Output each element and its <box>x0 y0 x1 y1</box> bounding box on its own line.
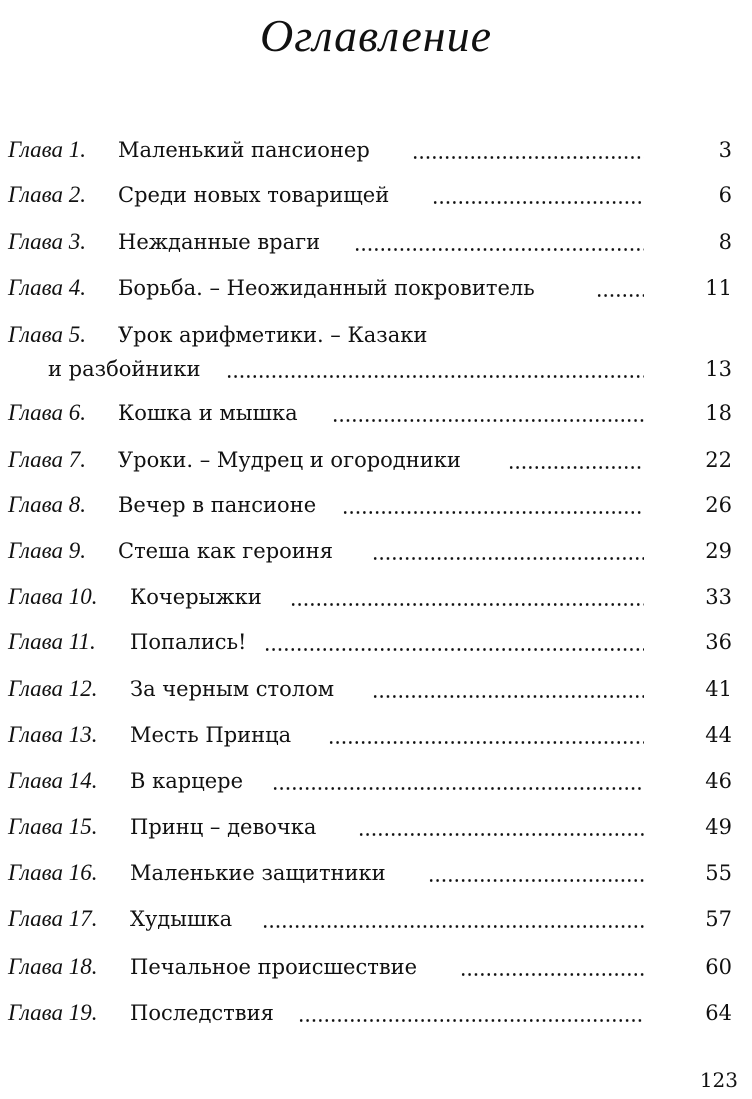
toc-entry-3[interactable] <box>0 225 752 259</box>
dot-leader <box>298 1019 644 1022</box>
chapter-title: Вечер в пансионе <box>118 493 317 517</box>
toc-entry-19[interactable] <box>0 996 752 1030</box>
page-number: 8 <box>718 230 732 254</box>
chapter-title: За черным столом <box>130 677 335 701</box>
dot-leader <box>428 879 644 882</box>
chapter-label: Глава 8. <box>8 492 86 517</box>
chapter-label: Глава 6. <box>8 400 86 425</box>
chapter-title: Принц – девочка <box>130 815 317 839</box>
toc-entry-15[interactable] <box>0 810 752 844</box>
page-number: 3 <box>718 138 732 162</box>
page-number: 49 <box>705 815 732 839</box>
dot-leader <box>358 833 644 836</box>
chapter-title: Кочерыжки <box>130 585 262 609</box>
chapter-label: Глава 19. <box>8 1000 98 1025</box>
chapter-label: Глава 1. <box>8 137 86 162</box>
chapter-label: Глава 11. <box>8 629 96 654</box>
chapter-title: Стеша как героиня <box>118 539 334 563</box>
dot-leader <box>596 294 644 297</box>
chapter-label: Глава 13. <box>8 722 98 747</box>
chapter-label: Глава 3. <box>8 229 86 254</box>
chapter-label: Глава 4. <box>8 275 86 300</box>
toc-entry-7[interactable] <box>0 443 752 477</box>
page-number: 41 <box>705 677 732 701</box>
chapter-label: Глава 12. <box>8 676 98 701</box>
chapter-title: Среди новых товарищей <box>118 183 390 207</box>
dot-leader <box>290 603 644 606</box>
dot-leader <box>460 973 644 976</box>
page-number: 13 <box>705 357 732 381</box>
dot-leader <box>264 648 644 651</box>
chapter-title: Последствия <box>130 1001 274 1025</box>
chapter-label: Глава 14. <box>8 768 98 793</box>
chapter-label: Глава 5. <box>8 322 86 347</box>
chapter-label: Глава 9. <box>8 538 86 563</box>
toc-entry-17[interactable] <box>0 902 752 936</box>
dot-leader <box>372 557 644 560</box>
page-number: 44 <box>705 723 732 747</box>
toc-entry-12[interactable] <box>0 672 752 706</box>
chapter-title: Урок арифметики. – Казаки <box>118 323 428 347</box>
dot-leader <box>412 156 644 159</box>
chapter-label: Глава 16. <box>8 860 98 885</box>
page-number: 55 <box>705 861 732 885</box>
chapter-title: Кошка и мышка <box>118 401 298 425</box>
page-number: 11 <box>705 276 732 300</box>
toc-entry-2[interactable] <box>0 178 752 212</box>
chapter-title: Уроки. – Мудрец и огородники <box>118 448 461 472</box>
toc-entry-1[interactable] <box>0 133 752 167</box>
toc-entry-9[interactable] <box>0 534 752 568</box>
dot-leader <box>332 419 644 422</box>
chapter-title: Попались! <box>130 630 247 654</box>
chapter-title: Худышка <box>130 907 233 931</box>
chapter-title: Печальное происшествие <box>130 955 418 979</box>
dot-leader <box>372 695 644 698</box>
toc-entry-10[interactable] <box>0 580 752 614</box>
toc-entry-5[interactable] <box>0 318 752 386</box>
dot-leader <box>432 201 644 204</box>
chapter-label: Глава 10. <box>8 584 98 609</box>
page-number: 26 <box>705 493 732 517</box>
page-number: 57 <box>705 907 732 931</box>
toc-entry-13[interactable] <box>0 718 752 752</box>
toc-entry-11[interactable] <box>0 625 752 659</box>
chapter-label: Глава 7. <box>8 447 86 472</box>
chapter-title: Нежданные враги <box>118 230 321 254</box>
page-number: 60 <box>705 955 732 979</box>
page-number: 29 <box>705 539 732 563</box>
page-number: 46 <box>705 769 732 793</box>
dot-leader <box>328 741 644 744</box>
dot-leader <box>508 466 644 469</box>
chapter-label: Глава 17. <box>8 906 98 931</box>
chapter-title: Маленький пансионер <box>118 138 370 162</box>
page-number: 64 <box>705 1001 732 1025</box>
dot-leader <box>226 375 644 378</box>
chapter-title: Маленькие защитники <box>130 861 386 885</box>
dot-leader <box>272 787 644 790</box>
chapter-title: Борьба. – Неожиданный покровитель <box>118 276 535 300</box>
page-title: Оглавление <box>259 10 492 61</box>
chapter-label: Глава 18. <box>8 954 98 979</box>
chapter-title: Месть Принца <box>130 723 292 747</box>
chapter-label: Глава 15. <box>8 814 98 839</box>
dot-leader <box>354 248 644 251</box>
toc-entry-18[interactable] <box>0 950 752 984</box>
page-number: 18 <box>705 401 732 425</box>
toc-entry-6[interactable] <box>0 396 752 430</box>
page-number: 6 <box>718 183 732 207</box>
chapter-label: Глава 2. <box>8 182 86 207</box>
chapter-title: В карцере <box>130 769 243 793</box>
page-number: 33 <box>705 585 732 609</box>
chapter-title-continued: и разбойники <box>48 357 201 381</box>
page-number: 36 <box>705 630 732 654</box>
page-number: 22 <box>705 448 732 472</box>
page-folio-number: 123 <box>699 1068 738 1092</box>
toc-entry-4[interactable] <box>0 271 752 305</box>
toc-entry-14[interactable] <box>0 764 752 798</box>
dot-leader <box>342 511 644 514</box>
dot-leader <box>262 925 644 928</box>
toc-entry-16[interactable] <box>0 856 752 890</box>
toc-entry-8[interactable] <box>0 488 752 522</box>
